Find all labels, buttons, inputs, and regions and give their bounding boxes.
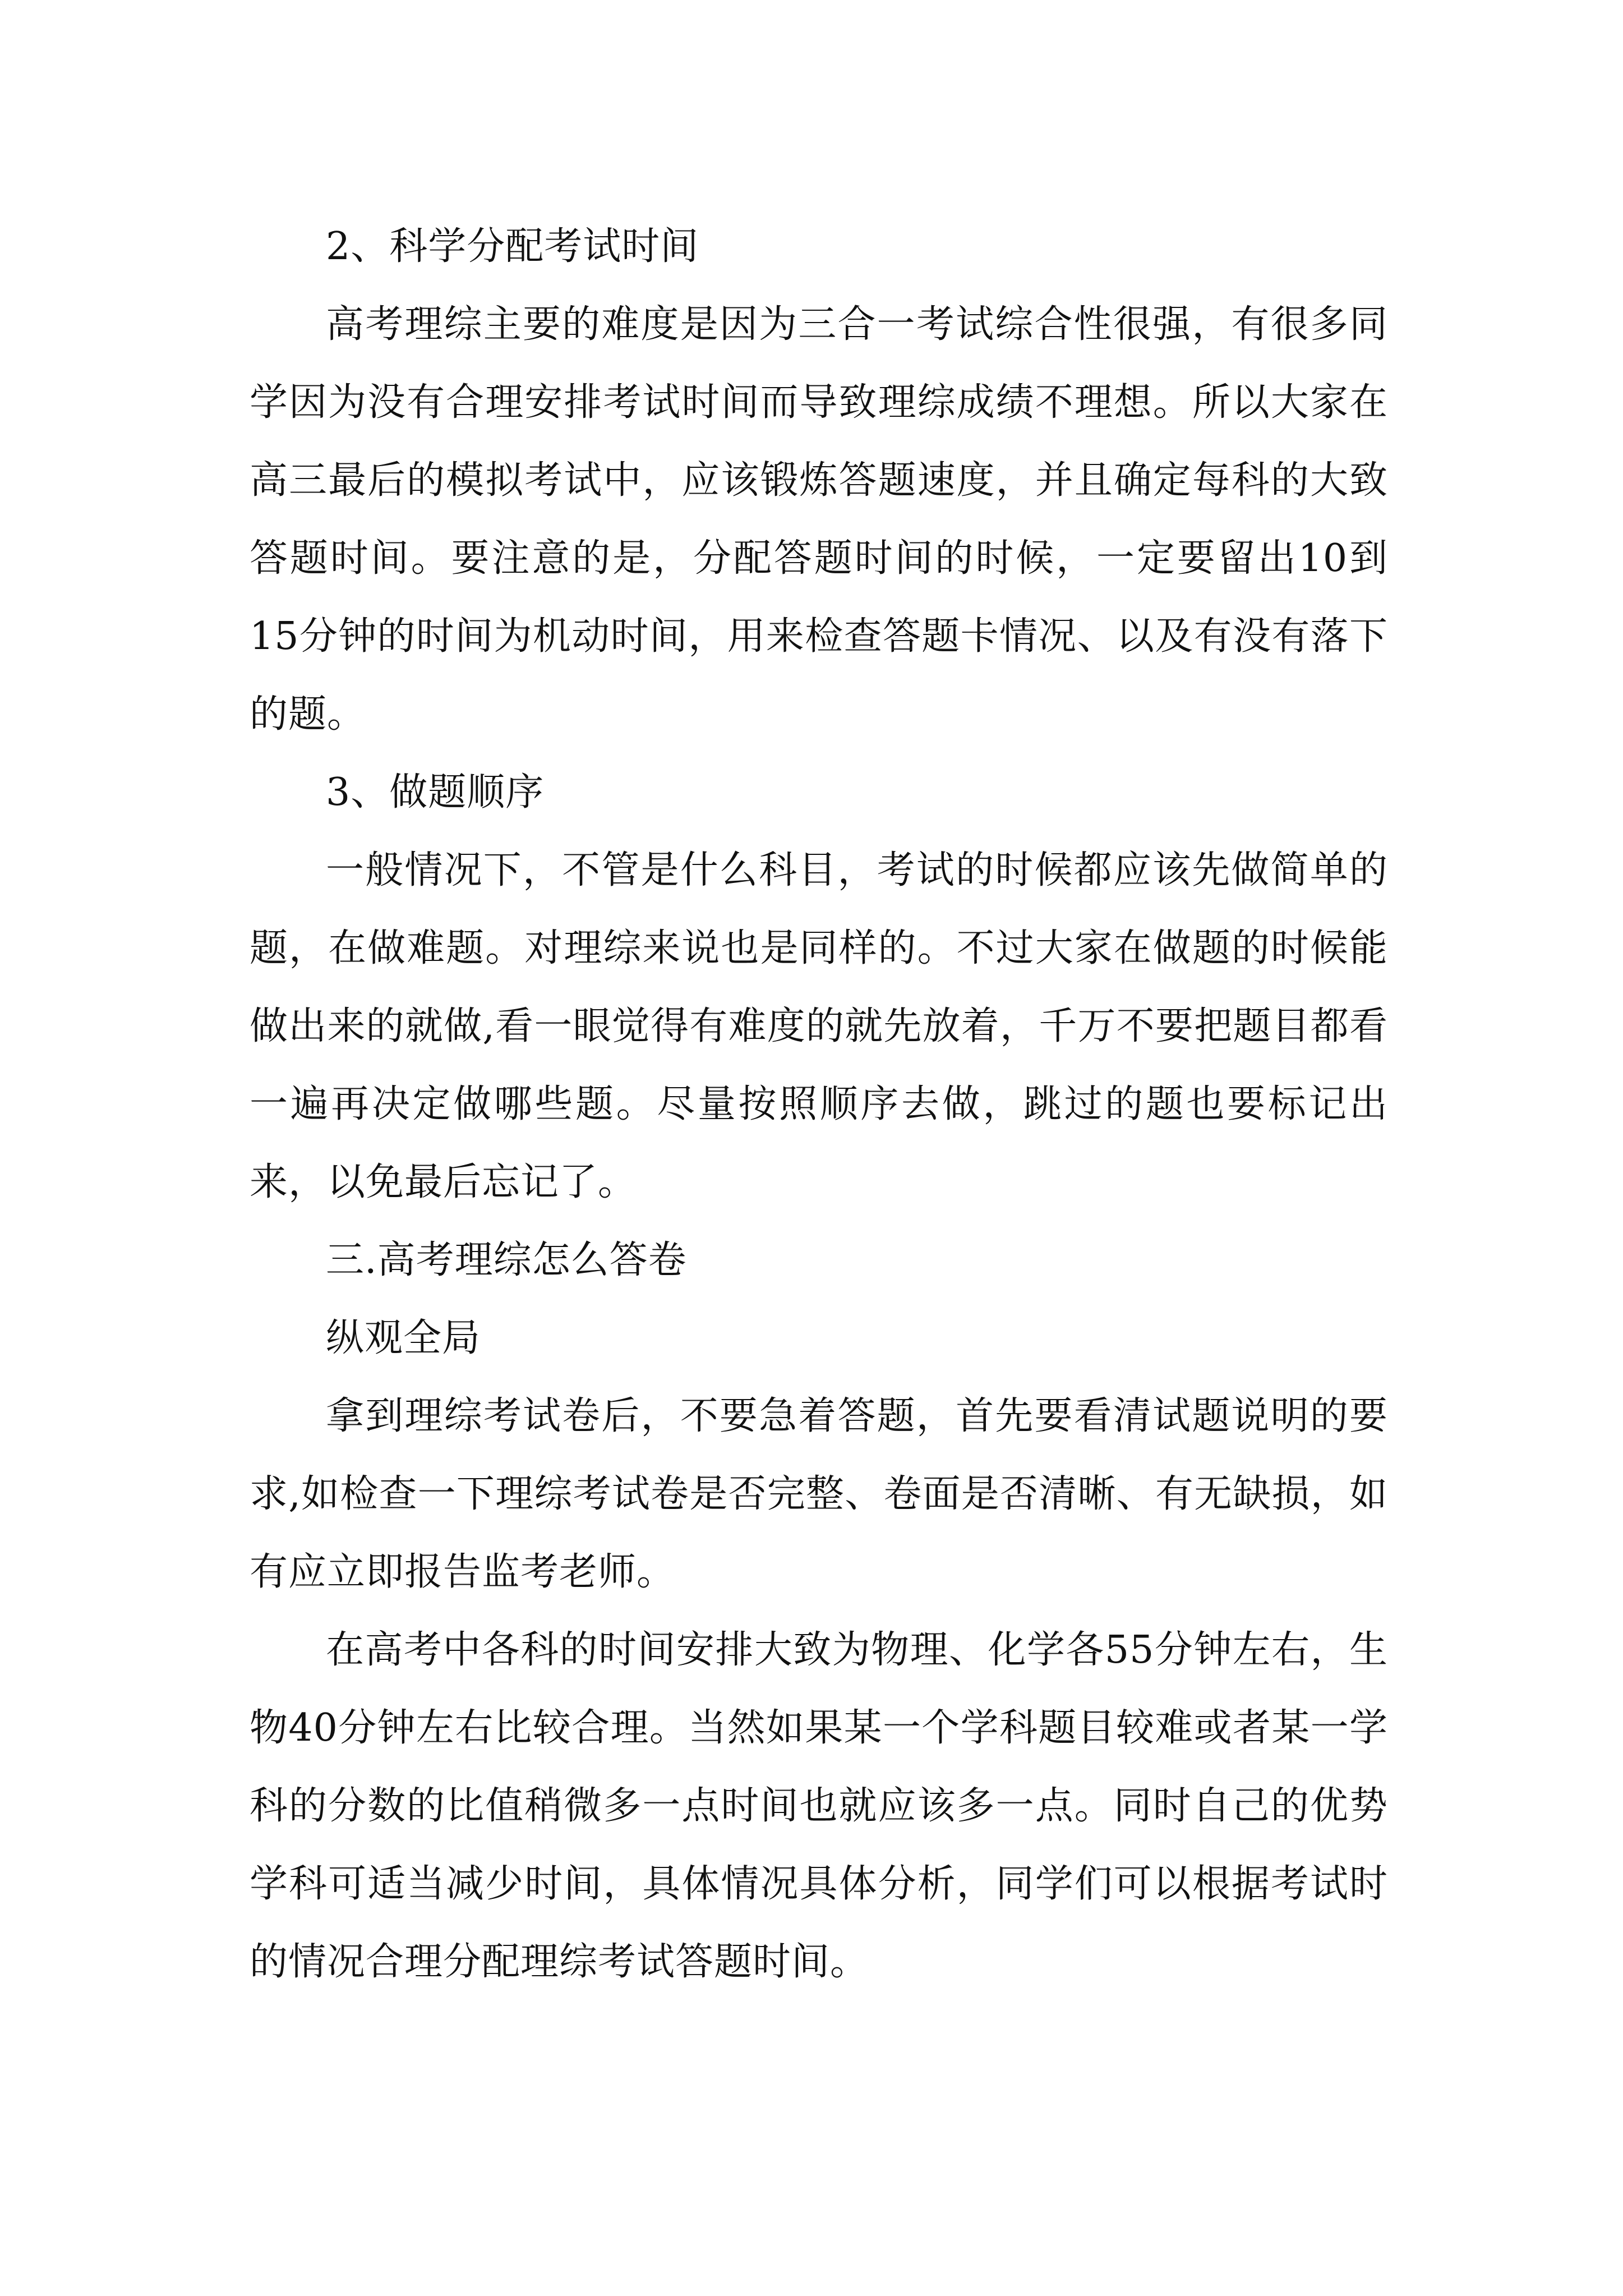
section-heading-how-to-answer: 三.高考理综怎么答卷: [326, 1238, 687, 1282]
document-body: [250, 208, 1388, 2001]
paragraph-subject-timing: 在高考中各科的时间安排大致为物理、化学各55分钟左右，生物40分钟左右比较合理。当然如果某一个学科题目较难或者某一学科的分数的比值稍微多一点时间也就应该多一点。同时自己的优势学科可适当减少时间，具体情况具体分析，同学们可以根据考试时的情况合理分配理综考试答题时间。: [250, 1628, 1388, 1984]
paragraph-question-order: 一般情况下，不管是什么科目，考试的时候都应该先做简单的题，在做难题。对理综来说也是同样的。不过大家在做题的时候能做出来的就做,看一眼觉得有难度的就先放着，千万不要把题目都看一遍再决定做哪些题。尽量按照顺序去做，跳过的题也要标记出来，以免最后忘记了。: [250, 848, 1388, 1204]
paragraph-check-paper: 拿到理综考试卷后，不要急着答题，首先要看清试题说明的要求,如检查一下理综考试卷是否完整、卷面是否清晰、有无缺损，如有应立即报告监考老师。: [250, 1394, 1388, 1594]
section-heading-time-allocation: 2、科学分配考试时间: [326, 224, 699, 269]
subheading-overview: 纵观全局: [326, 1316, 481, 1360]
section-heading-question-order: 3、做题顺序: [326, 770, 545, 815]
paragraph-time-allocation: 高考理综主要的难度是因为三合一考试综合性很强，有很多同学因为没有合理安排考试时间而导致理综成绩不理想。所以大家在高三最后的模拟考试中，应该锻炼答题速度，并且确定每科的大致答题时间。要注意的是，分配答题时间的时候，一定要留出10到15分钟的时间为机动时间，用来检查答题卡情况、以及有没有落下的题。: [250, 302, 1388, 737]
